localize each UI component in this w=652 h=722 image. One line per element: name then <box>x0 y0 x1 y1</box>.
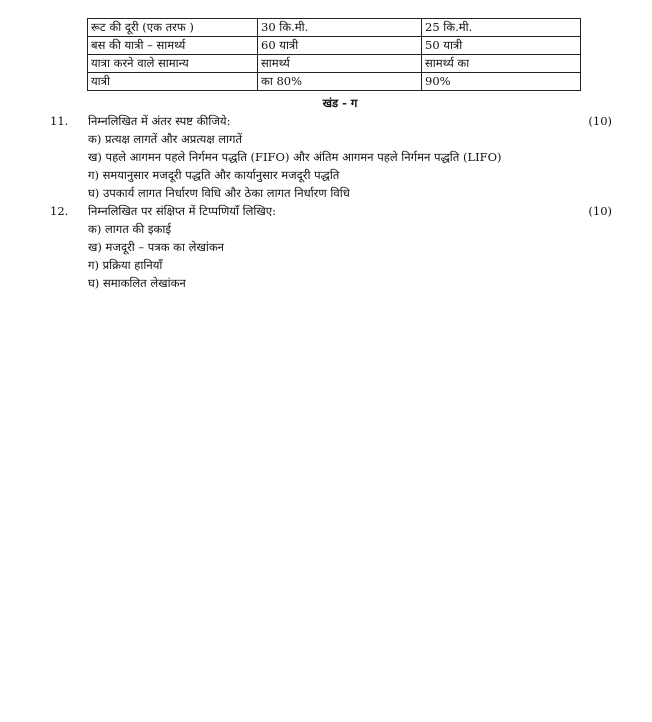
table-cell: बस की यात्री – सामर्थ्य <box>88 37 258 55</box>
question-marks: (10) <box>588 204 612 218</box>
table-cell: यात्रा करने वाले सामान्य <box>88 55 258 73</box>
table-row <box>88 73 581 91</box>
question-part: घ) समाकलित लेखांकन <box>88 276 186 290</box>
table-cell: यात्री <box>88 73 258 91</box>
table-cell: का 80% <box>258 73 422 91</box>
section-title: खंड - ग <box>322 96 358 110</box>
question-part: ख) पहले आगमन पहले निर्गमन पद्धति (FIFO) और अंतिम आगमन पहले निर्गमन पद्धति (LIFO) <box>88 150 502 164</box>
table-cell: 50 यात्री <box>422 37 581 55</box>
table-cell: 30 कि.मी. <box>258 19 422 37</box>
question-part: क) प्रत्यक्ष लागतें और अप्रत्यक्ष लागतें <box>88 132 243 146</box>
table-cell: 90% <box>422 73 581 91</box>
table-cell: रूट की दूरी (एक तरफ ) <box>88 19 258 37</box>
question-part: क) लागत की इकाई <box>88 222 172 236</box>
table-cell: 60 यात्री <box>258 37 422 55</box>
table-row <box>88 19 581 37</box>
question-number: 11. <box>50 114 69 128</box>
question-part: घ) उपकार्य लागत निर्धारण विधि और ठेका लागत निर्धारण विधि <box>88 186 350 200</box>
table-cell: 25 कि.मी. <box>422 19 581 37</box>
table-cell: सामर्थ्य का <box>422 55 581 73</box>
question-part: ग) समयानुसार मजदूरी पद्धति और कार्यानुसार मजदूरी पद्धति <box>88 168 340 182</box>
question-number: 12. <box>50 204 69 218</box>
question-text: निम्नलिखित पर संक्षिप्त में टिप्पणियाँ लिखिए: <box>88 204 277 218</box>
question-text: निम्नलिखित में अंतर स्पष्ट कीजिये: <box>88 114 231 128</box>
question-part: ख) मजदूरी – पत्रक का लेखांकन <box>88 240 225 254</box>
table-row <box>88 37 581 55</box>
route-comparison-table <box>87 18 581 91</box>
question-part: ग) प्रक्रिया हानियाँ <box>88 258 163 272</box>
table-cell: सामर्थ्य <box>258 55 422 73</box>
table-row <box>88 55 581 73</box>
question-marks: (10) <box>588 114 612 128</box>
